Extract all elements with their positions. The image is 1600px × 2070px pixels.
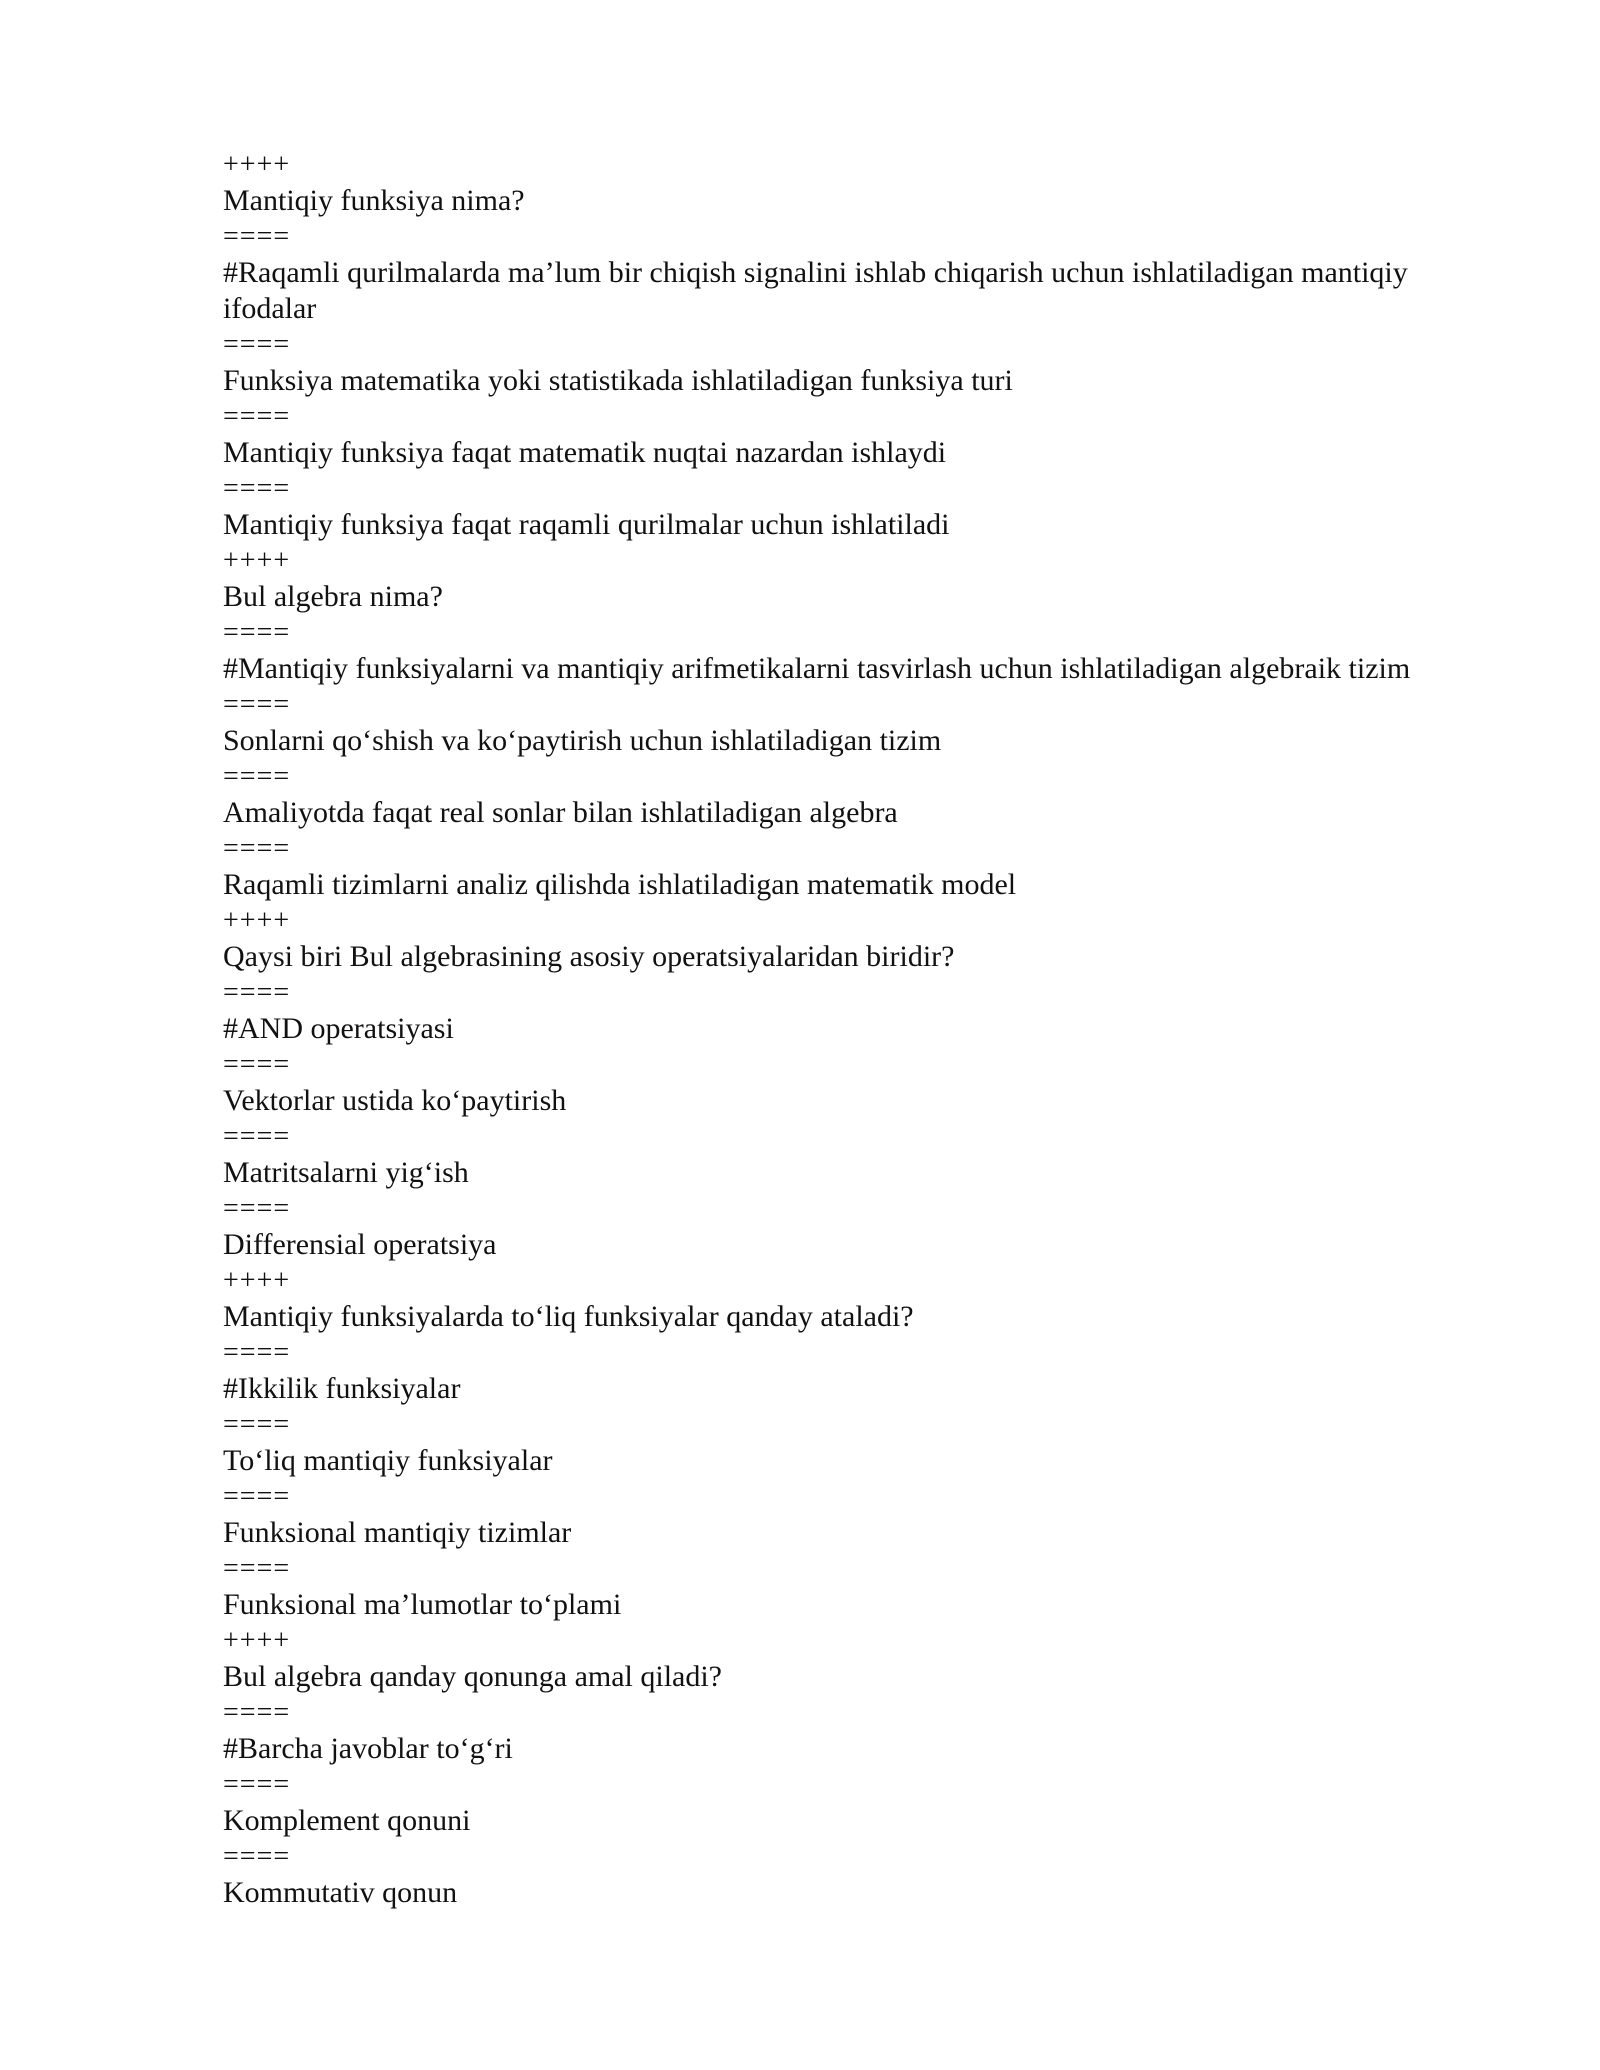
answer-option: Kommutativ qonun	[223, 1876, 458, 1909]
answer-option: Vektorlar ustida ko‘paytirish	[223, 1084, 567, 1117]
question-separator: ++++	[223, 1265, 291, 1296]
answer-separator: ====	[223, 761, 291, 792]
correct-answer: #Ikkilik funksiyalar	[223, 1372, 461, 1405]
answer-option: Funksional ma’lumotlar to‘plami	[223, 1588, 622, 1621]
correct-answer: #Mantiqiy funksiyalarni va mantiqiy arifmetikalarni tasvirlash uchun ishlatiladigan algebraik tizim	[223, 652, 1411, 685]
answer-separator: ====	[223, 1193, 291, 1224]
question-separator: ++++	[223, 905, 291, 936]
answer-option: Komplement qonuni	[223, 1804, 471, 1837]
answer-separator: ====	[223, 617, 291, 648]
question-separator: ++++	[223, 149, 291, 180]
answer-separator: ====	[223, 1553, 291, 1584]
correct-answer: #AND operatsiyasi	[223, 1012, 454, 1045]
question-text: Bul algebra qanday qonunga amal qiladi?	[223, 1660, 722, 1693]
answer-option: Sonlarni qo‘shish va ko‘paytirish uchun ishlatiladigan tizim	[223, 724, 942, 757]
answer-separator: ====	[223, 1841, 291, 1872]
question-separator: ++++	[223, 1625, 291, 1656]
answer-separator: ====	[223, 329, 291, 360]
answer-separator: ====	[223, 1337, 291, 1368]
answer-separator: ====	[223, 977, 291, 1008]
document-body	[223, 147, 1473, 1911]
answer-separator: ====	[223, 689, 291, 720]
answer-option: Mantiqiy funksiya faqat matematik nuqtai nazardan ishlaydi	[223, 436, 947, 469]
question-text: Bul algebra nima?	[223, 580, 443, 613]
answer-separator: ====	[223, 401, 291, 432]
answer-separator: ====	[223, 1049, 291, 1080]
answer-separator: ====	[223, 473, 291, 504]
answer-option: Matritsalarni yig‘ish	[223, 1156, 469, 1189]
answer-option: Differensial operatsiya	[223, 1228, 497, 1261]
correct-answer: #Raqamli qurilmalarda ma’lum bir chiqish signalini ishlab chiqarish uchun ishlatiladigan mantiqiy ifodalar	[223, 256, 1416, 325]
answer-separator: ====	[223, 1481, 291, 1512]
question-text: Qaysi biri Bul algebrasining asosiy operatsiyalaridan biridir?	[223, 940, 955, 973]
answer-option: Raqamli tizimlarni analiz qilishda ishlatiladigan matematik model	[223, 868, 1017, 901]
answer-separator: ====	[223, 1121, 291, 1152]
answer-separator: ====	[223, 833, 291, 864]
answer-option: Funksiya matematika yoki statistikada ishlatiladigan funksiya turi	[223, 364, 1013, 397]
question-text: Mantiqiy funksiya nima?	[223, 184, 525, 217]
answer-separator: ====	[223, 1697, 291, 1728]
answer-separator: ====	[223, 221, 291, 252]
correct-answer: #Barcha javoblar to‘g‘ri	[223, 1732, 513, 1765]
answer-option: Amaliyotda faqat real sonlar bilan ishlatiladigan algebra	[223, 796, 898, 829]
question-separator: ++++	[223, 545, 291, 576]
answer-separator: ====	[223, 1409, 291, 1440]
answer-option: To‘liq mantiqiy funksiyalar	[223, 1444, 553, 1477]
answer-separator: ====	[223, 1769, 291, 1800]
answer-option: Funksional mantiqiy tizimlar	[223, 1516, 572, 1549]
question-text: Mantiqiy funksiyalarda to‘liq funksiyalar qanday ataladi?	[223, 1300, 914, 1333]
answer-option: Mantiqiy funksiya faqat raqamli qurilmalar uchun ishlatiladi	[223, 508, 950, 541]
